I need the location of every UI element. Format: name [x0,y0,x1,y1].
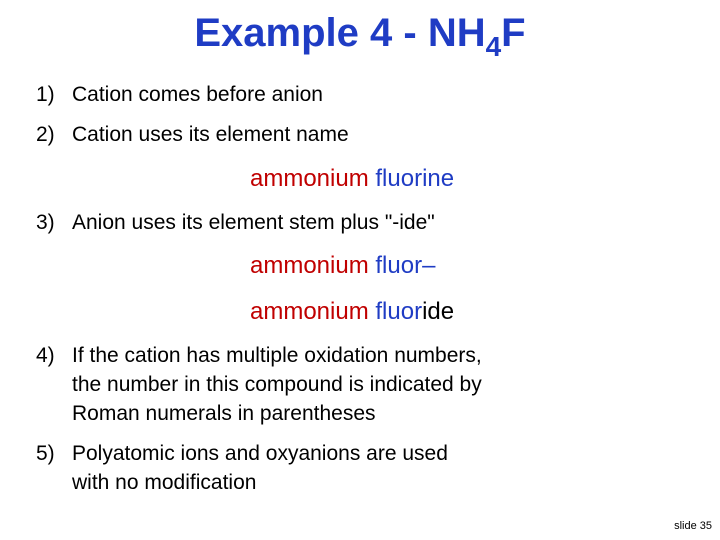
list-item-number: 3) [36,211,55,234]
list-item-text: Cation uses its element name [72,123,349,146]
list-item-text: Polyatomic ions and oxyanions are used [72,442,448,465]
list-item-number: 2) [36,123,55,146]
list-item-text: If the cation has multiple oxidation numbers, [72,344,482,367]
title-subscript: 4 [485,31,502,62]
title-prefix: Example 4 - NH [194,11,486,55]
list-item-number: 1) [36,83,55,106]
compound-name-step-1 [250,164,454,194]
list-item-number: 5) [36,442,55,465]
anion-name: fluorine [375,165,455,192]
anion-stem: fluor [375,298,423,325]
slide-title [0,8,720,62]
cation-name: ammonium [250,298,369,325]
anion-suffix: ide [422,298,455,325]
slide-number: slide 35 [674,520,712,532]
list-item-text: with no modification [72,471,257,494]
list-item-text: Anion uses its element stem plus "-ide" [72,211,435,234]
list-item-text: the number in this compound is indicated by [72,373,482,396]
cation-name: ammonium [250,165,369,192]
compound-name-step-3 [250,297,454,327]
compound-name-step-2 [250,251,435,281]
list-item-text: Cation comes before anion [72,83,323,106]
cation-name: ammonium [250,252,369,279]
list-item-number: 4) [36,344,55,367]
list-item-text: Roman numerals in parentheses [72,402,376,425]
anion-stem: fluor– [375,252,436,279]
title-suffix: F [501,11,526,55]
